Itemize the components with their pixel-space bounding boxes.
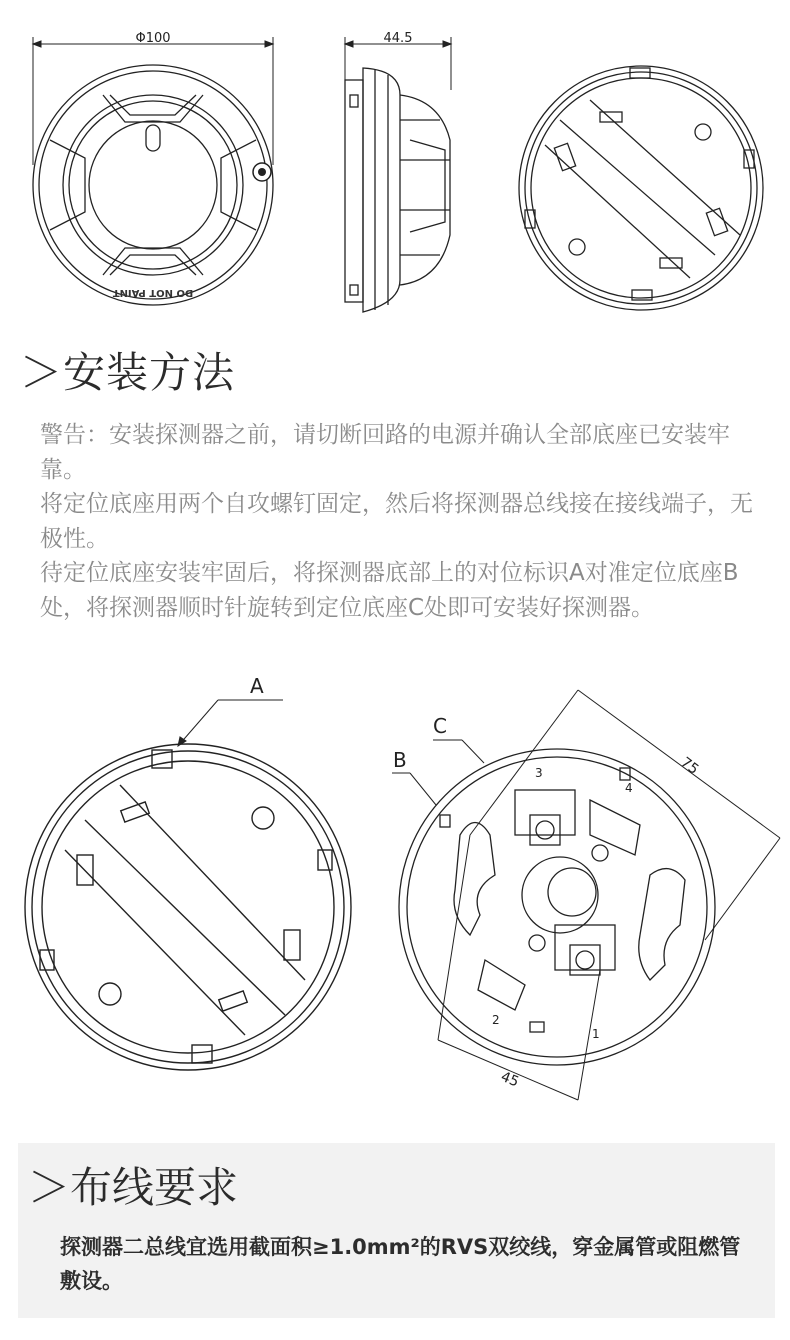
label-c-leader [433, 740, 484, 763]
certification-mark [253, 163, 271, 181]
label-b: B [393, 748, 407, 772]
dimension-75 [470, 690, 780, 940]
install-warning-paragraph: 警告：安装探测器之前，请切断回路的电源并确认全部底座已安装牢靠。 [40, 422, 730, 483]
front-view-dimension-label: Φ100 [135, 31, 171, 46]
side-view-dimension-label: 44.5 [383, 31, 413, 46]
detector-bottom-view [25, 744, 351, 1070]
terminal-label-4: 4 [625, 781, 633, 795]
wiring-requirements-panel [18, 1143, 775, 1318]
label-c: C [433, 714, 447, 738]
detector-side-view [345, 68, 450, 312]
base-bottom-view [519, 66, 763, 310]
front-view-print-text: DO NOT PAINT [112, 287, 194, 298]
terminal-label-2: 2 [492, 1013, 500, 1027]
wiring-section-title: ＞布线要求 [28, 1163, 239, 1212]
label-b-leader [392, 773, 436, 805]
dimension-75-label: 75 [677, 754, 702, 778]
dimension-45-label: 45 [498, 1068, 522, 1091]
terminal-label-1: 1 [592, 1027, 600, 1041]
mounting-diagrams [0, 660, 790, 1130]
mounting-base-view [399, 749, 715, 1065]
label-a: A [250, 674, 264, 698]
install-step-paragraph: 待定位底座安装牢固后，将探测器底部上的对位标识A对准定位底座B处，将探测器顺时针旋转到定位底座C处即可安装好探测器。 [40, 560, 739, 621]
wiring-requirements-text: 探测器二总线宜选用截面积≥1.0mm²的RVS双绞线，穿金属管或阻燃管敷设。 [60, 1235, 741, 1293]
install-instructions [40, 418, 770, 625]
label-a-leader [178, 700, 283, 746]
terminal-label-3: 3 [535, 766, 543, 780]
top-technical-drawings [0, 0, 790, 330]
install-section-title: ＞安装方法 [20, 348, 236, 397]
install-step-paragraph: 将定位底座用两个自攻螺钉固定，然后将探测器总线接在接线端子，无极性。 [40, 491, 753, 552]
detector-front-view [33, 65, 273, 305]
